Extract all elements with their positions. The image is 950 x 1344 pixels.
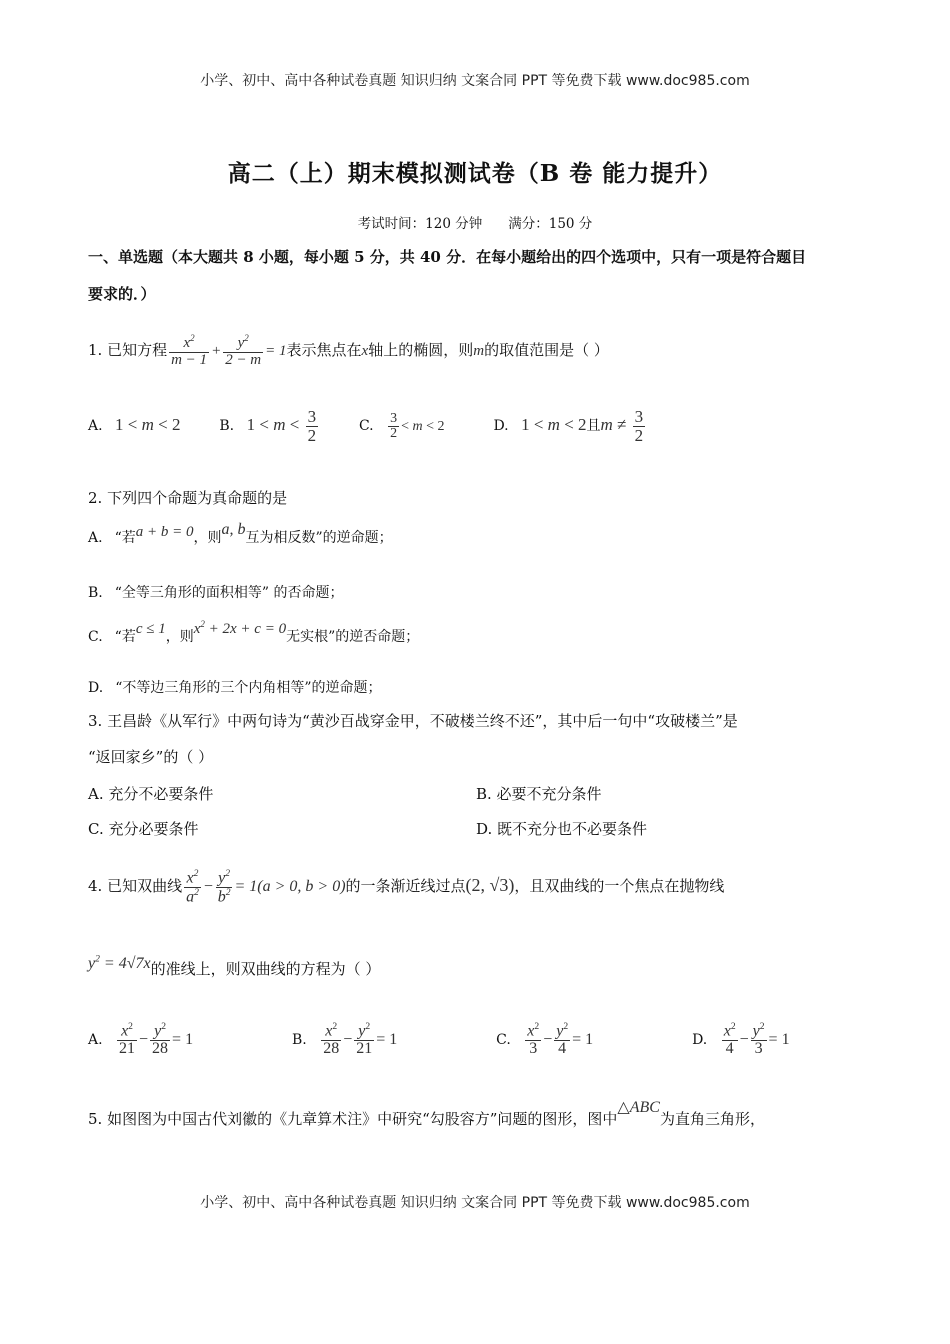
q2-option-b: B. “全等三角形的面积相等” 的否命题； [88,585,344,601]
q2-option-c: C. “若c ≤ 1，则$x^2 + 2x + c = 0$无实根”的逆否命题； [88,619,420,645]
exam-time: 考试时间：120 分钟 [357,216,483,232]
q4-option-b: $\frac{x^2}{28}$ − $\frac{y^2}{21}$ = 1 [323,1021,398,1058]
question-4-stem-cont: $y^2 = 4√7x$的准线上，则双曲线的方程为（ ） [88,953,381,978]
question-1-stem: 1. 已知方程 $\frac{x^2}{m - 1}$ + $\frac{y^2}{2 - m}$ = 1表示焦点在x轴上的椭圆，则m的取值范围是（ ） [88,333,609,369]
exam-info [0,212,950,232]
section-heading: 一、单选题（本大题共 8 小题，每小题 5 分，共 40 分．在每小题给出的四个选项中，只有一项是符合题目 [88,248,807,266]
question-4-stem: 4. 已知双曲线 $\frac{x^2}{a^2}$ − $\frac{y^2}{b^2}$ = 1(a > 0, b > 0)的一条渐近线过点(2, √3)，且双曲线的一个焦点在抛物线 [88,867,725,906]
question-1-options: A. 1 < m < 2 B. 1 < m < $\frac{3}{2}$ C. $\frac{3}{2}$ < m < 2 D. 1 < m < 2且m ≠ $\frac{3}{2}$ [88,406,644,445]
q1-option-c: $\frac{3}{2}$ < m < 2 [390,410,445,442]
q4-option-d: $\frac{x^2}{4}$ − $\frac{y^2}{3}$ = 1 [723,1021,790,1058]
q3-option-b: B. 必要不充分条件 [476,785,602,803]
q3-option-c: C. 充分必要条件 [88,820,199,838]
exam-score: 满分：150 分 [508,216,593,232]
q1-equation: $\frac{x^2}{m - 1}$ + $\frac{y^2}{2 - m}$ = 1 [171,333,287,369]
q5-triangle: △ABC [617,1099,660,1116]
q1-option-d: 1 < m < 2 [521,415,587,434]
q3-option-a: A. 充分不必要条件 [88,785,214,803]
section-heading-cont: 要求的．） [88,285,156,303]
question-3-stem-cont: “返回家乡”的（ ） [88,748,214,766]
q4-option-a: $\frac{x^2}{21}$ − $\frac{y^2}{28}$ = 1 [119,1021,194,1058]
question-3-stem: 3. 王昌龄《从军行》中两句诗为“黄沙百战穿金甲，不破楼兰终不还”，其中后一句中“攻破楼兰”是 [88,712,738,730]
question-5-stem: 5. 如图图为中国古代刘徽的《九章算术注》中研究“勾股容方”问题的图形，图中△ABC为直角三角形， [88,1099,765,1128]
q2-option-d: D. “不等边三角形的三个内角相等”的逆命题； [88,680,382,696]
q4-hyperbola-equation: $\frac{x^2}{a^2}$ − $\frac{y^2}{b^2}$ = 1(a > 0, b > 0) [186,867,346,906]
q4-point: (2, √3) [465,875,515,895]
q2-option-a: A. “若a + b = 0，则a, b互为相反数”的逆命题； [88,521,393,546]
q4-parabola-equation: $y^2 = 4√7x$ [88,953,151,972]
question-2-stem: 2. 下列四个命题为真命题的是 [88,489,288,507]
footer-watermark: 小学、初中、高中各种试卷真题 知识归纳 文案合同 PPT 等免费下载 www.doc985.com [200,1195,750,1211]
q4-option-c: $\frac{x^2}{3}$ − $\frac{y^2}{4}$ = 1 [527,1021,594,1058]
page-title: 高二（上）期末模拟测试卷（B 卷 能力提升） [227,160,723,187]
q1-option-a: 1 < m < 2 [115,415,181,434]
question-4-options: A. $\frac{x^2}{21}$ − $\frac{y^2}{28}$ = 1 B. $\frac{x^2}{28}$ − $\frac{y^2}{21}$ = 1 C. $\frac{x^2}{3}$ − $\frac{y^2}{4}$ = 1 D. $\frac{x^2}{4}$ − $\frac{y^2}{3}$ = 1 [88,1021,790,1058]
q1-option-b: 1 < m < $\frac{3}{2}$ [246,406,317,445]
header-watermark: 小学、初中、高中各种试卷真题 知识归纳 文案合同 PPT 等免费下载 www.doc985.com [200,73,750,89]
q3-option-d: D. 既不充分也不必要条件 [476,820,648,838]
